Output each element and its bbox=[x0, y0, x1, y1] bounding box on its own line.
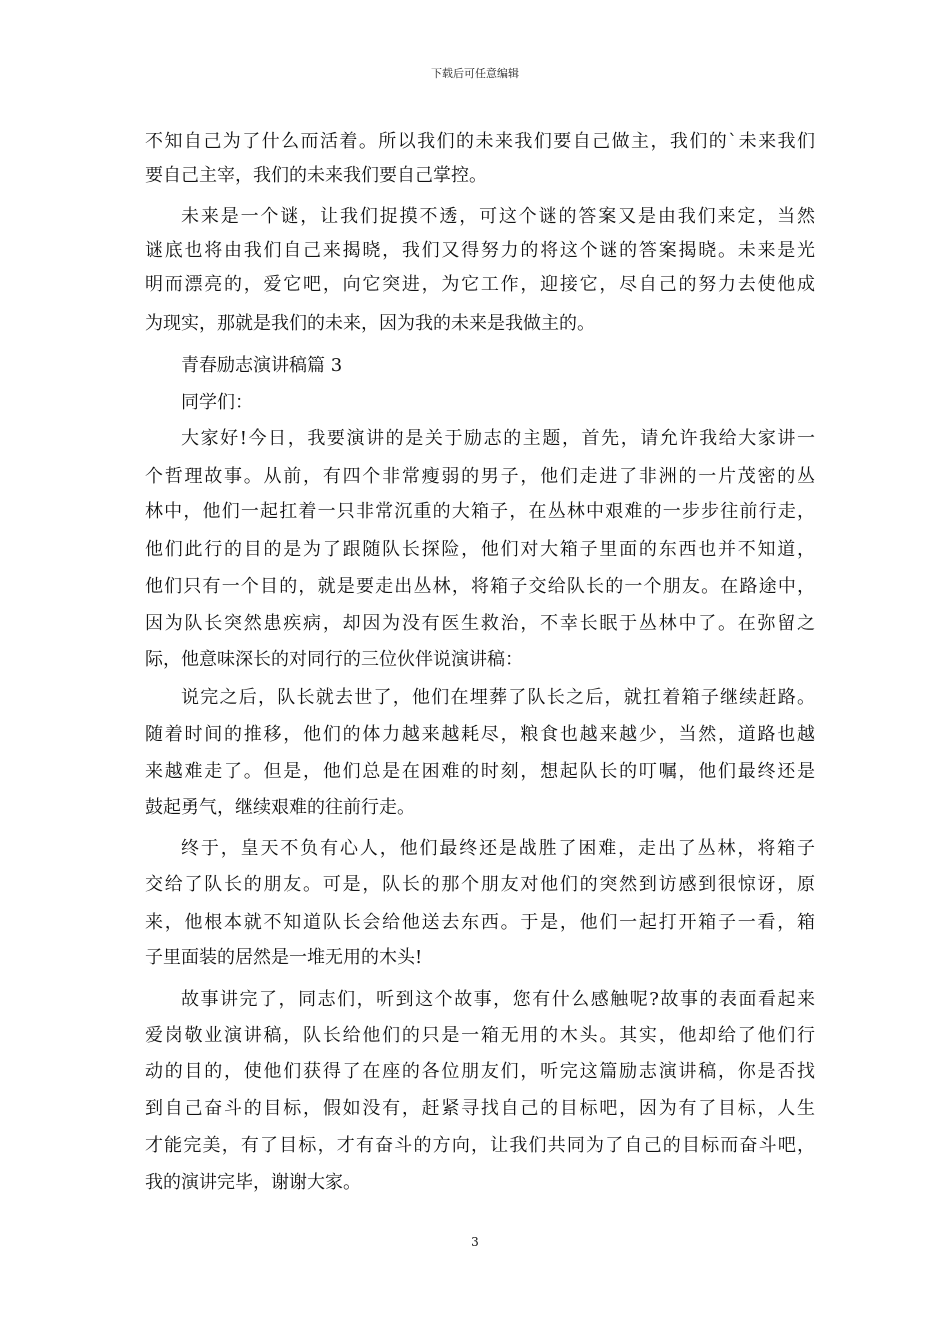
text-line: 鼓起勇气，继续艰难的往前行走。 bbox=[145, 797, 415, 818]
text-line: 来越难走了。但是，他们总是在困难的时刻，想起队长的叮嘱，他们最终还是 bbox=[145, 761, 815, 782]
text-line: 子里面装的居然是一堆无用的木头! bbox=[145, 947, 423, 968]
section-heading: 青春励志演讲稿篇 3 bbox=[181, 355, 343, 376]
page-number: 3 bbox=[471, 1235, 479, 1249]
text-line: 要自己主宰，我们的未来我们要自己掌控。 bbox=[145, 165, 487, 186]
text-line: 交给了队长的朋友。可是，队长的那个朋友对他们的突然到访感到很惊讶，原 bbox=[145, 874, 815, 895]
text-line: 林中，他们一起扛着一只非常沉重的大箱子，在丛林中艰难的一步步往前行走， bbox=[145, 501, 815, 522]
text-line: 到自己奋斗的目标，假如没有，赶紧寻找自己的目标吧，因为有了目标，人生 bbox=[145, 1098, 815, 1119]
salutation: 同学们： bbox=[181, 392, 253, 413]
paragraph-first-line: 未来是一个谜，让我们捉摸不透，可这个谜的答案又是由我们来定，当然 bbox=[181, 206, 815, 227]
text-line: 谜底也将由我们自己来揭晓，我们又得努力的将这个谜的答案揭晓。未来是光 bbox=[145, 240, 815, 261]
text-line: 我的演讲完毕，谢谢大家。 bbox=[145, 1172, 361, 1193]
text-line: 个哲理故事。从前，有四个非常瘦弱的男子，他们走进了非洲的一片茂密的丛 bbox=[145, 466, 815, 487]
text-line: 明而漂亮的，爱它吧，向它突进，为它工作，迎接它，尽自己的努力去使他成 bbox=[145, 274, 815, 295]
text-line: 不知自己为了什么而活着。所以我们的未来我们要自己做主，我们的`未来我们 bbox=[145, 131, 815, 152]
text-line: 他们此行的目的是为了跟随队长探险，他们对大箱子里面的东西也并不知道， bbox=[145, 539, 815, 560]
text-line: 来，他根本就不知道队长会给他送去东西。于是，他们一起打开箱子一看，箱 bbox=[145, 912, 815, 933]
paragraph-first-line: 故事讲完了，同志们，听到这个故事，您有什么感触呢?故事的表面看起来 bbox=[181, 989, 815, 1010]
paragraph-first-line: 大家好!今日，我要演讲的是关于励志的主题，首先，请允许我给大家讲一 bbox=[181, 428, 815, 449]
text-line: 际，他意味深长的对同行的三位伙伴说演讲稿： bbox=[145, 649, 523, 670]
text-line: 他们只有一个目的，就是要走出丛林，将箱子交给队长的一个朋友。在路途中， bbox=[145, 576, 815, 597]
page-header: 下载后可任意编辑 bbox=[431, 67, 519, 80]
paragraph-first-line: 终于，皇天不负有心人，他们最终还是战胜了困难，走出了丛林，将箱子 bbox=[181, 838, 815, 859]
text-line: 因为队长突然患疾病，却因为没有医生救治，不幸长眠于丛林中了。在弥留之 bbox=[145, 613, 815, 634]
text-line: 随着时间的推移，他们的体力越来越耗尽，粮食也越来越少，当然，道路也越 bbox=[145, 724, 815, 745]
text-line: 为现实，那就是我们的未来，因为我的未来是我做主的。 bbox=[145, 313, 595, 334]
text-line: 动的目的，使他们获得了在座的各位朋友们，听完这篇励志演讲稿，你是否找 bbox=[145, 1061, 815, 1082]
text-line: 爱岗敬业演讲稿，队长给他们的只是一箱无用的木头。其实，他却给了他们行 bbox=[145, 1025, 815, 1046]
paragraph-first-line: 说完之后，队长就去世了，他们在埋葬了队长之后，就扛着箱子继续赶路。 bbox=[181, 687, 815, 708]
text-line: 才能完美，有了目标，才有奋斗的方向，让我们共同为了自己的目标而奋斗吧， bbox=[145, 1135, 815, 1156]
